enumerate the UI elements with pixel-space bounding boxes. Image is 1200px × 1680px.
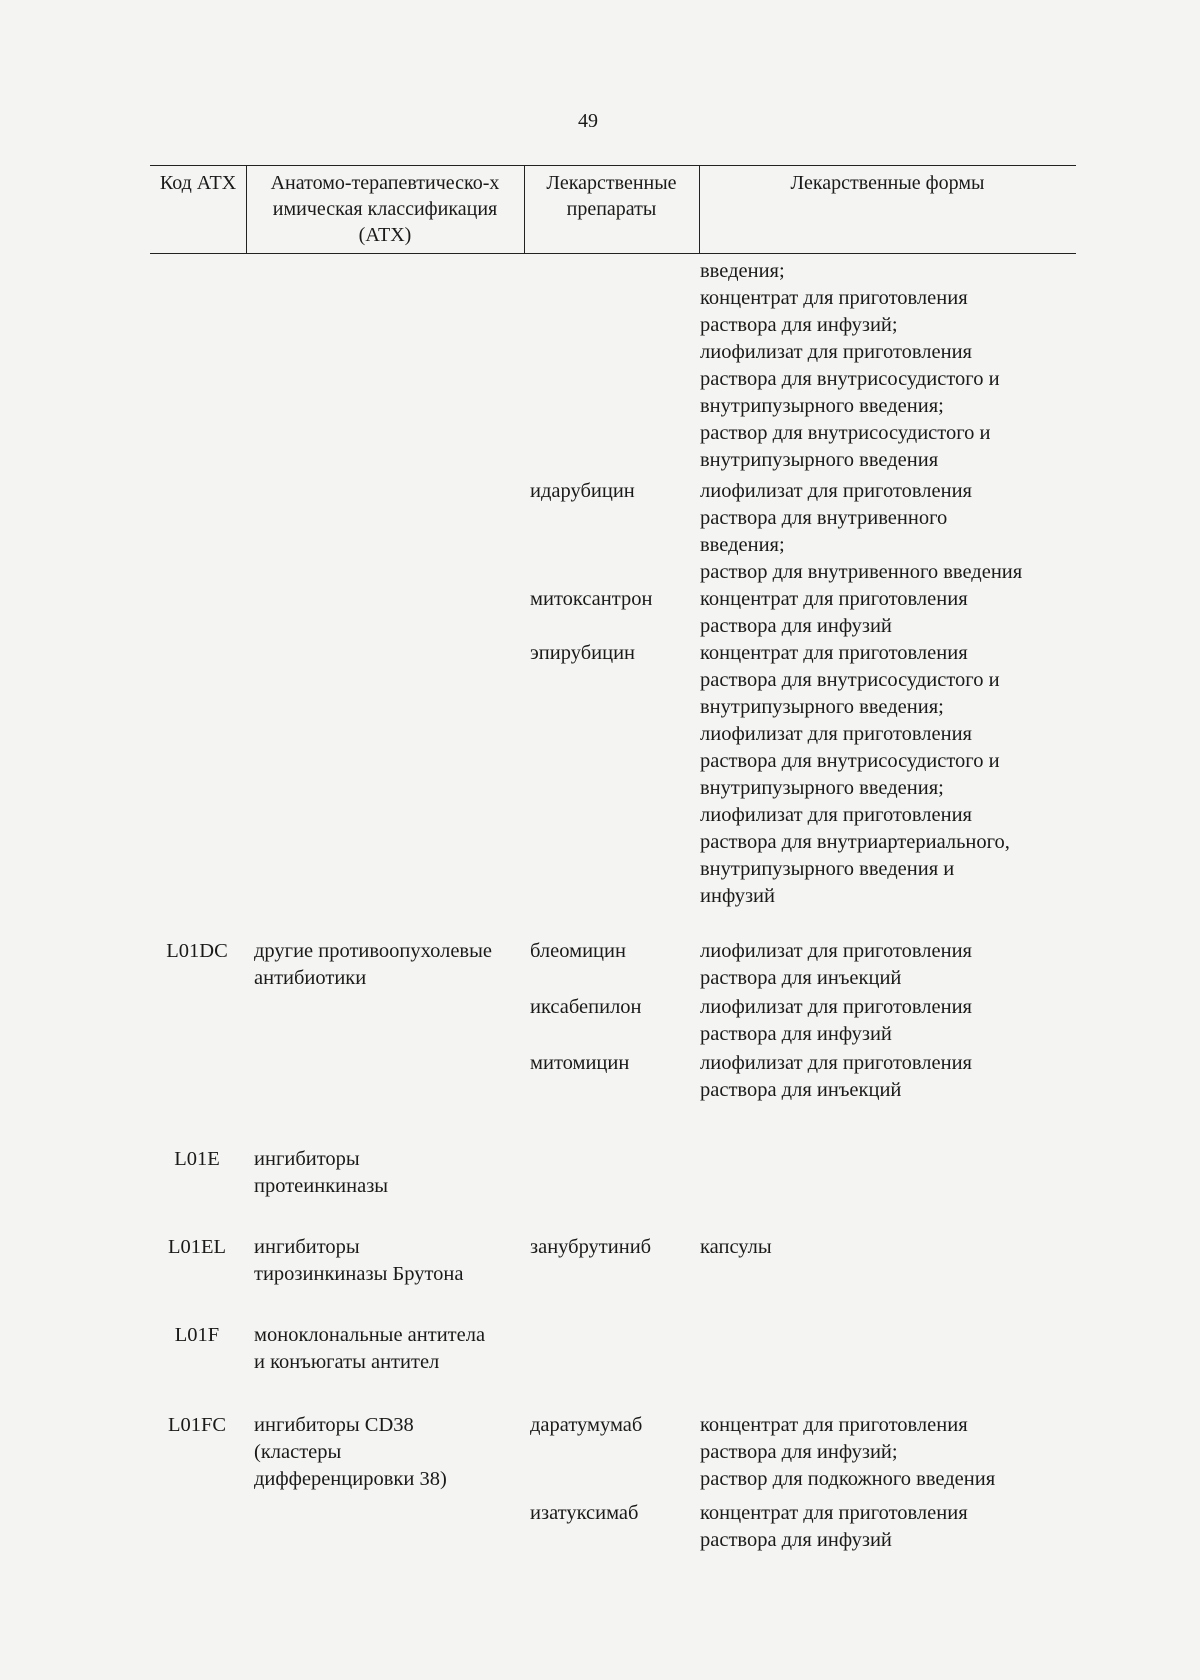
drug-name: даратумумаб xyxy=(530,1414,643,1436)
dosage-form-line: внутрипузырного введения; xyxy=(700,696,944,718)
atc-classification xyxy=(254,938,530,992)
atc-classification xyxy=(254,1322,530,1376)
drug-name: иксабепилон xyxy=(530,996,642,1018)
dosage-form-line: раствора для внутриартериального, xyxy=(700,831,1010,853)
classification-line: ингибиторы xyxy=(254,1236,360,1258)
classification-line: ингибиторы CD38 xyxy=(254,1414,414,1436)
dosage-form-line: внутрипузырного введения; xyxy=(700,777,944,799)
atc-code: L01DC xyxy=(166,940,228,962)
dosage-forms xyxy=(700,1234,1085,1261)
drug-name: митомицин xyxy=(530,1052,630,1074)
dosage-form-line: введения; xyxy=(700,260,785,282)
dosage-forms xyxy=(700,994,1085,1048)
dosage-form-line: раствора для инфузий xyxy=(700,615,892,637)
drug-name: изатуксимаб xyxy=(530,1502,639,1524)
drug-name: занубрутиниб xyxy=(530,1236,652,1258)
page-number: 49 xyxy=(578,110,598,132)
dosage-form-line: раствора для инфузий; xyxy=(700,1441,898,1463)
classification-line: моноклональные антитела xyxy=(254,1324,486,1346)
dosage-forms xyxy=(700,258,1085,474)
dosage-forms xyxy=(700,586,1085,640)
dosage-forms xyxy=(700,938,1085,992)
dosage-form-line: лиофилизат для приготовления xyxy=(700,940,972,962)
dosage-form-line: введения; xyxy=(700,534,785,556)
classification-line: протеинкиназы xyxy=(254,1175,389,1197)
dosage-form-line: лиофилизат для приготовления xyxy=(700,723,972,745)
header-line: имическая классификация xyxy=(272,198,498,220)
atc-classification xyxy=(254,1412,530,1493)
classification-line: тирозинкиназы Брутона xyxy=(254,1263,464,1285)
header-line: Анатомо-терапевтическо-х xyxy=(270,172,500,194)
dosage-form-line: лиофилизат для приготовления xyxy=(700,996,972,1018)
atc-code: L01F xyxy=(174,1324,220,1346)
classification-line: ингибиторы xyxy=(254,1148,360,1170)
dosage-form-line: раствора для инфузий; xyxy=(700,314,898,336)
atc-code: L01E xyxy=(174,1148,220,1170)
header-line: (АТХ) xyxy=(358,224,412,246)
dosage-form-line: раствора для инфузий xyxy=(700,1023,892,1045)
dosage-form-line: концентрат для приготовления xyxy=(700,642,968,664)
dosage-form-line: лиофилизат для приготовления xyxy=(700,804,972,826)
header-line: препараты xyxy=(566,198,657,220)
dosage-form-line: внутрипузырного введения и xyxy=(700,858,955,880)
dosage-form-line: концентрат для приготовления xyxy=(700,1414,968,1436)
dosage-form-line: лиофилизат для приготовления xyxy=(700,1052,972,1074)
dosage-form-line: раствора для внутрисосудистого и xyxy=(700,669,1000,691)
dosage-form-line: внутрипузырного введения; xyxy=(700,395,944,417)
dosage-form-line: раствор для подкожного введения xyxy=(700,1468,996,1490)
dosage-form-line: раствор для внутривенного введения xyxy=(700,561,1023,583)
dosage-forms xyxy=(700,1050,1085,1104)
classification-line: другие противоопухолевые xyxy=(254,940,492,962)
dosage-form-line: раствор для внутрисосудистого и xyxy=(700,422,991,444)
atc-code: L01EL xyxy=(167,1236,227,1258)
atc-code: L01FC xyxy=(167,1414,227,1436)
dosage-form-line: инфузий xyxy=(700,885,776,907)
dosage-forms xyxy=(700,1500,1085,1554)
dosage-form-line: раствора для внутривенного xyxy=(700,507,948,529)
drug-name: идарубицин xyxy=(530,480,635,502)
atc-classification xyxy=(254,1234,530,1288)
classification-line: дифференцировки 38) xyxy=(254,1468,447,1490)
dosage-form-line: концентрат для приготовления xyxy=(700,588,968,610)
drug-name: блеомицин xyxy=(530,940,626,962)
classification-line: антибиотики xyxy=(254,967,367,989)
drug-name: эпирубицин xyxy=(530,642,636,664)
dosage-forms xyxy=(700,1412,1085,1493)
classification-line: и конъюгаты антител xyxy=(254,1351,440,1373)
dosage-form-line: раствора для внутрисосудистого и xyxy=(700,750,1000,772)
dosage-form-line: раствора для внутрисосудистого и xyxy=(700,368,1000,390)
header-code: Код АТХ xyxy=(159,172,237,194)
dosage-form-line: капсулы xyxy=(700,1236,772,1258)
atc-classification xyxy=(254,1146,530,1200)
header-line: Лекарственные xyxy=(546,172,677,194)
dosage-form-line: лиофилизат для приготовления xyxy=(700,480,972,502)
drug-name: митоксантрон xyxy=(530,588,653,610)
dosage-form-line: раствора для инъекций xyxy=(700,1079,902,1101)
dosage-forms xyxy=(700,640,1085,910)
dosage-form-line: раствора для инфузий xyxy=(700,1529,892,1551)
dosage-form-line: раствора для инъекций xyxy=(700,967,902,989)
table-header-bottom-rule xyxy=(150,253,1076,254)
header-drugs xyxy=(524,170,699,222)
dosage-forms xyxy=(700,478,1085,586)
table-top-rule xyxy=(150,165,1076,166)
dosage-form-line: внутрипузырного введения xyxy=(700,449,939,471)
header-forms: Лекарственные формы xyxy=(790,172,985,194)
header-classification xyxy=(246,170,524,248)
dosage-form-line: концентрат для приготовления xyxy=(700,287,968,309)
dosage-form-line: лиофилизат для приготовления xyxy=(700,341,972,363)
classification-line: (кластеры xyxy=(254,1441,342,1463)
dosage-form-line: концентрат для приготовления xyxy=(700,1502,968,1524)
